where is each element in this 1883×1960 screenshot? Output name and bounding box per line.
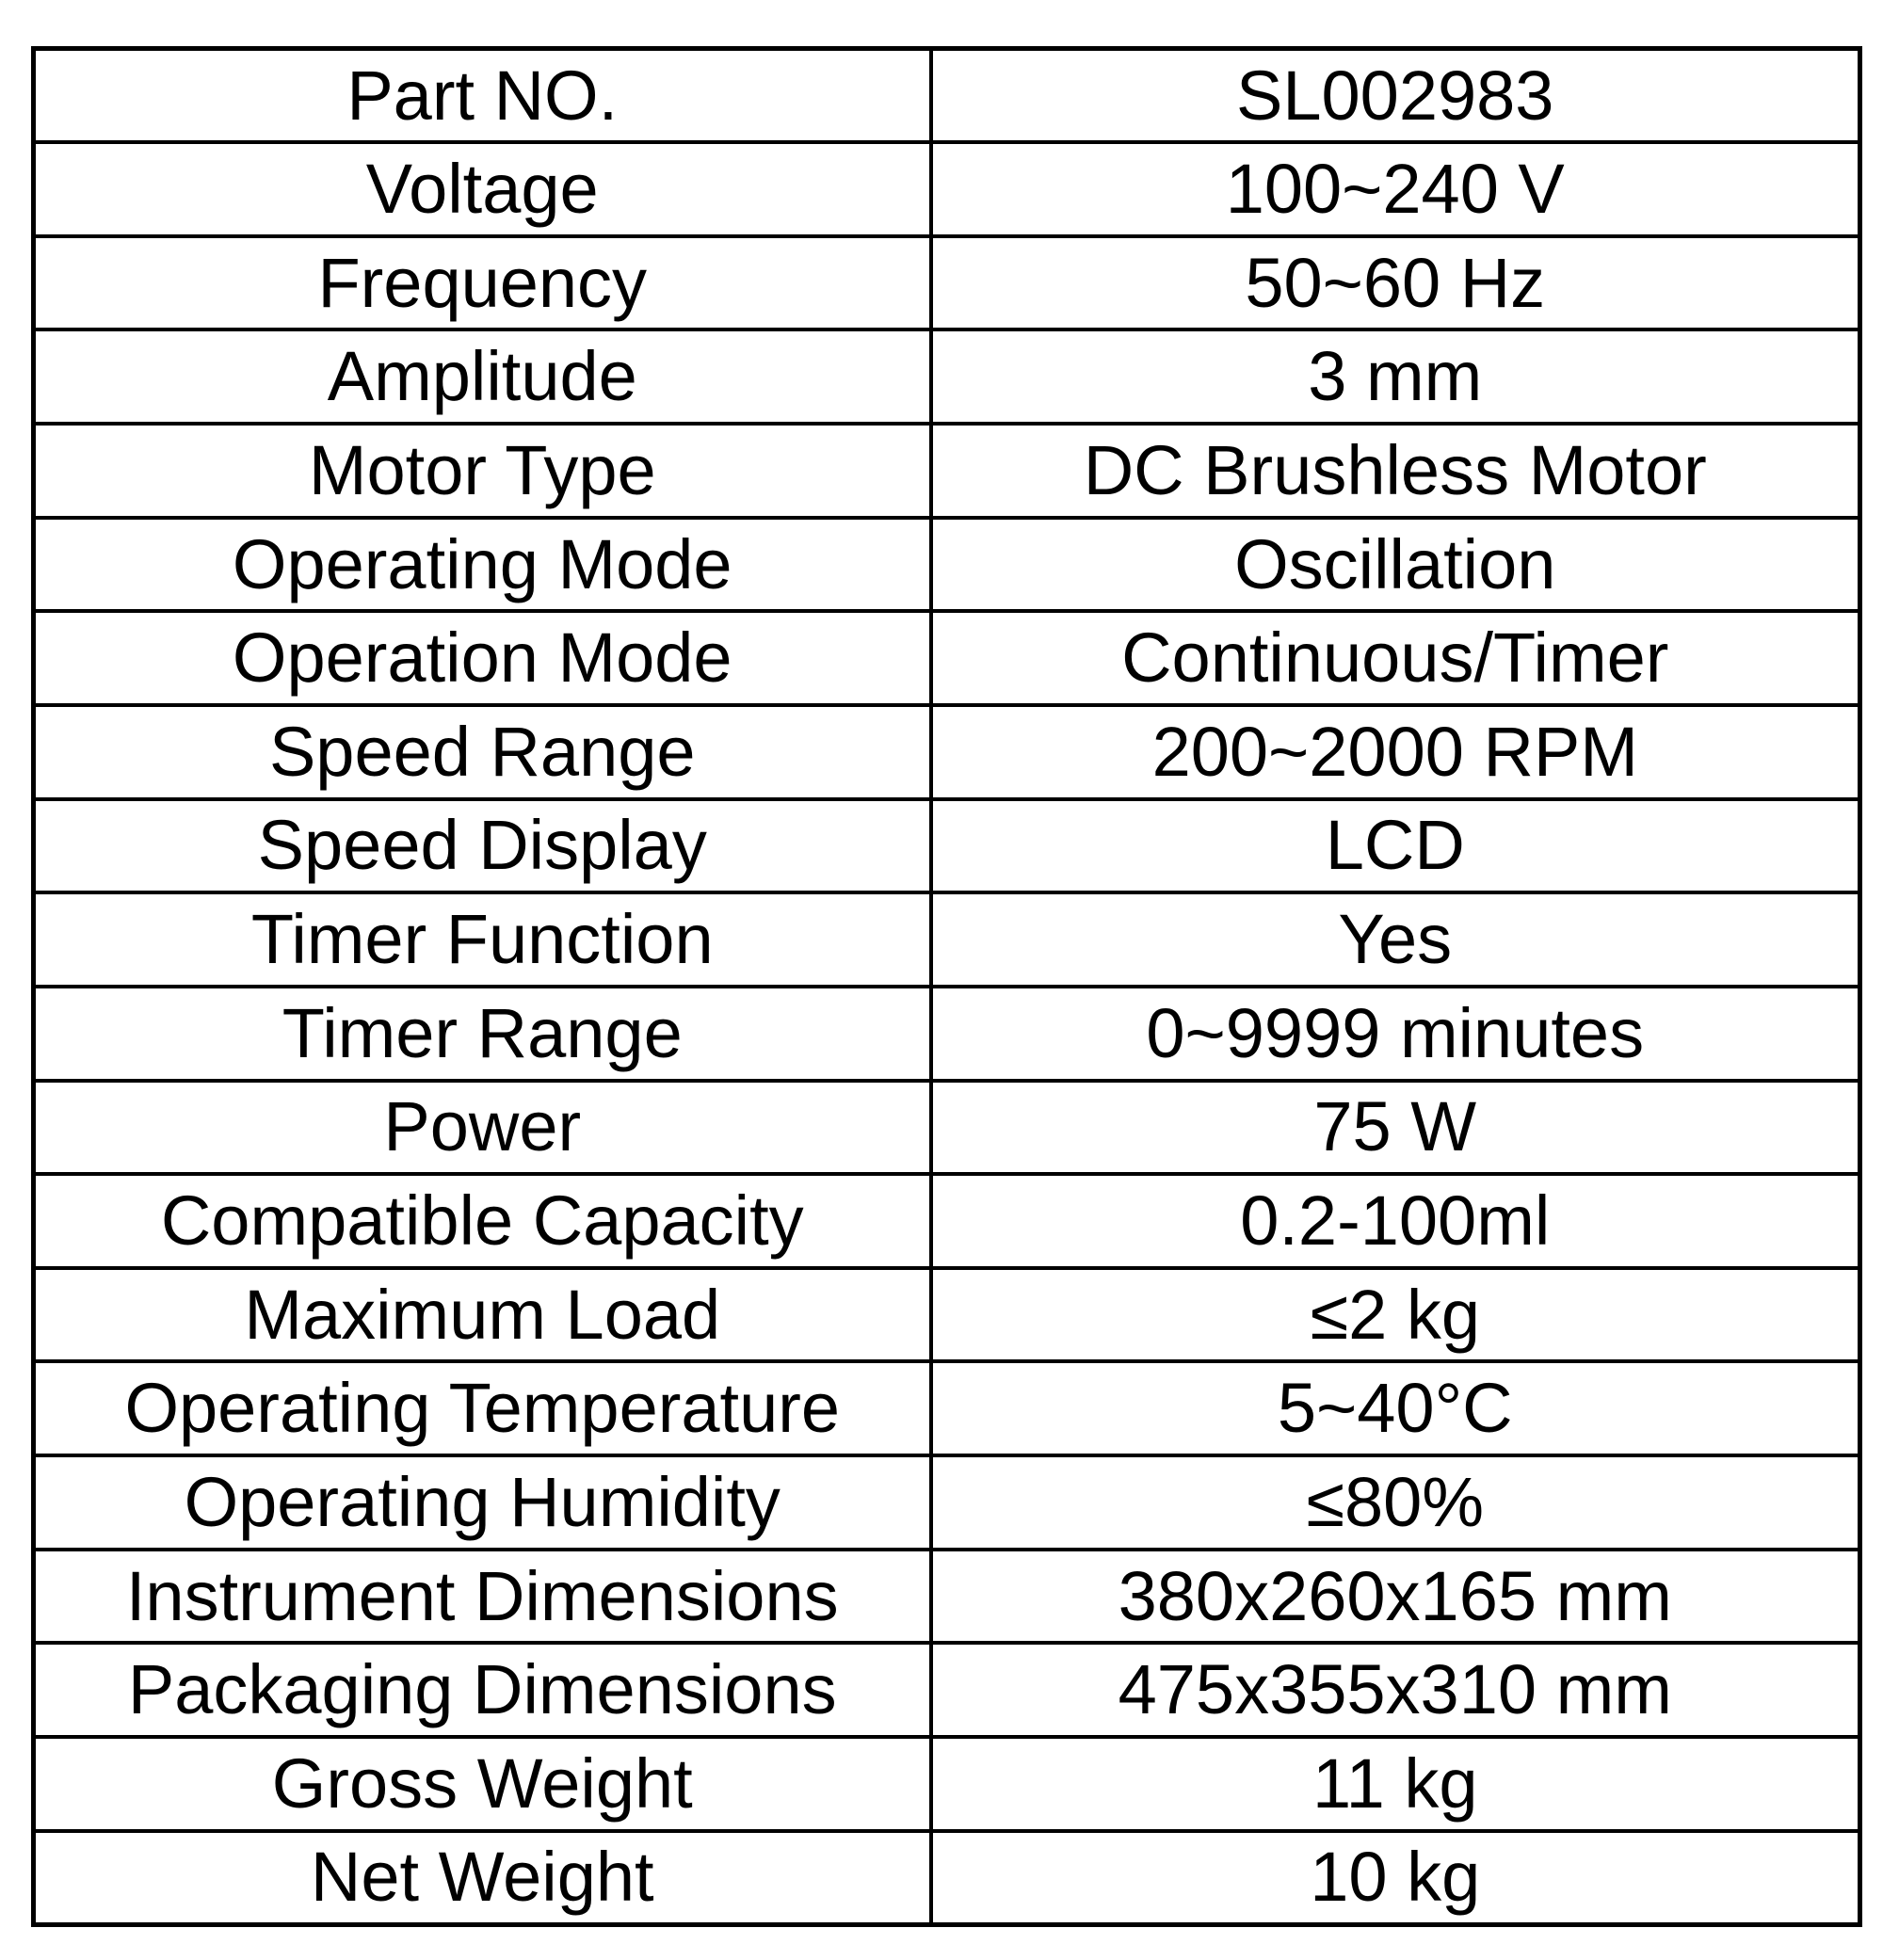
spec-label: Operation Mode [34,611,931,705]
table-row [34,892,1860,987]
spec-label: Motor Type [34,424,931,518]
spec-value: 11 kg [931,1737,1860,1831]
table-row [34,1643,1860,1737]
table-row [34,705,1860,799]
spec-label: Power [34,1081,931,1175]
spec-value: 50~60 Hz [931,236,1860,330]
spec-label: Operating Humidity [34,1455,931,1550]
spec-value: 100~240 V [931,142,1860,236]
spec-label: Packaging Dimensions [34,1643,931,1737]
spec-label: Part NO. [34,49,931,143]
spec-value: 475x355x310 mm [931,1643,1860,1737]
spec-label: Voltage [34,142,931,236]
spec-value: 75 W [931,1081,1860,1175]
spec-label: Frequency [34,236,931,330]
table-row [34,1081,1860,1175]
table-row [34,611,1860,705]
spec-value: 5~40°C [931,1361,1860,1455]
table-row [34,1455,1860,1550]
table-row [34,987,1860,1081]
spec-label: Speed Range [34,705,931,799]
spec-label: Timer Range [34,987,931,1081]
spec-label: Operating Temperature [34,1361,931,1455]
table-row [34,424,1860,518]
spec-value: DC Brushless Motor [931,424,1860,518]
spec-label: Speed Display [34,799,931,893]
spec-value: 200~2000 RPM [931,705,1860,799]
spec-value: 3 mm [931,329,1860,424]
spec-label: Net Weight [34,1831,931,1925]
table-row [34,1737,1860,1831]
table-row [34,518,1860,612]
spec-label: Amplitude [34,329,931,424]
table-row [34,1831,1860,1925]
table-row [34,1361,1860,1455]
table-row [34,236,1860,330]
spec-value: 0~9999 minutes [931,987,1860,1081]
spec-label: Gross Weight [34,1737,931,1831]
spec-value: 0.2-100ml [931,1174,1860,1268]
spec-label: Operating Mode [34,518,931,612]
table-row [34,142,1860,236]
spec-value: ≤80% [931,1455,1860,1550]
table-row [34,1174,1860,1268]
spec-value: Yes [931,892,1860,987]
spec-value: LCD [931,799,1860,893]
spec-table [31,46,1862,1927]
table-row [34,49,1860,143]
spec-value: 380x260x165 mm [931,1550,1860,1644]
spec-label: Timer Function [34,892,931,987]
table-row [34,1268,1860,1362]
spec-label: Maximum Load [34,1268,931,1362]
spec-value: 10 kg [931,1831,1860,1925]
spec-value: SL002983 [931,49,1860,143]
spec-table-body [34,49,1860,1925]
spec-value: ≤2 kg [931,1268,1860,1362]
table-row [34,799,1860,893]
table-row [34,1550,1860,1644]
spec-value: Continuous/Timer [931,611,1860,705]
table-row [34,329,1860,424]
spec-label: Instrument Dimensions [34,1550,931,1644]
spec-value: Oscillation [931,518,1860,612]
spec-label: Compatible Capacity [34,1174,931,1268]
